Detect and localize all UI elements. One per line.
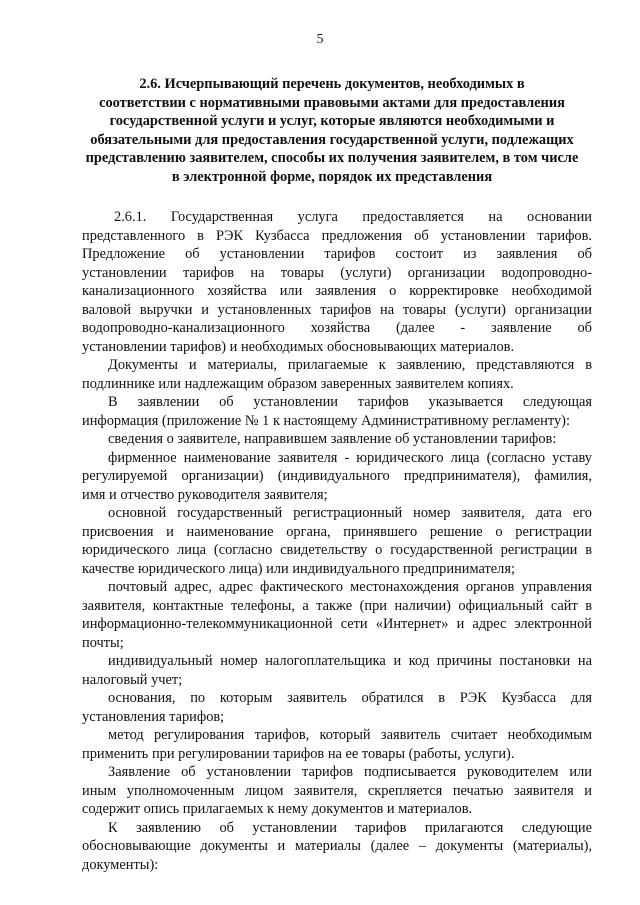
body-text-line: В заявлении об установлении тарифов указывается следующая: [108, 394, 592, 410]
body-text-line: основания, по которым заявитель обратился в РЭК Кузбасса для: [108, 690, 592, 706]
body-text-line: налоговый учет;: [82, 671, 183, 688]
body-text-line: Заявление об установлении тарифов подписывается руководителем или: [108, 764, 592, 780]
body-text-line: фирменное наименование заявителя - юридического лица (согласно уставу: [108, 449, 592, 466]
body-text-line: информационно-телекоммуникационной сети «Интернет» и адрес электронной: [82, 616, 592, 632]
body-text-line: юридического лица (согласно свидетельству о государственной регистрации в: [82, 542, 592, 558]
body-text-line: подлиннике или надлежащим образом заверенных заявителем копиях.: [82, 375, 514, 392]
body-text-line: заявителя, контактные телефоны, а также (при наличии) официальный сайт в: [82, 597, 592, 614]
body-text-line: основной государственный регистрационный номер заявителя, дата его: [108, 505, 592, 521]
body-text-line: К заявлению об установлении тарифов прилагаются следующие: [108, 819, 592, 836]
body-text-line: Документы и материалы, прилагаемые к заявлению, представляются в: [108, 357, 592, 373]
body-text-line: валовой выручки и установленных тарифов на товары (услуги) организации: [82, 301, 592, 318]
body-text-line: водопроводно-канализационного хозяйства (далее - заявление об: [82, 320, 592, 336]
body-text-line: документы):: [82, 856, 159, 873]
section-title-line: в электронной форме, порядок их представления: [171, 168, 493, 185]
page-number: 5: [316, 32, 324, 47]
body-text-line: присвоения и наименование органа, принявшего решение о регистрации: [82, 523, 592, 540]
body-text-line: качестве юридического лица) или индивидуального предпринимателя;: [82, 560, 515, 577]
section-title-line: представлению заявителем, способы их получения заявителем, в том числе: [85, 150, 579, 166]
body-text-line: индивидуальный номер налогоплательщика и код причины постановки на: [108, 653, 592, 669]
document-body: [82, 208, 592, 874]
body-text-line: почты;: [82, 634, 124, 651]
body-text-line: сведения о заявителе, направившем заявление об установлении тарифов:: [108, 431, 557, 447]
body-text-line: установления тарифов;: [82, 708, 225, 725]
section-title-line: обязательными для предоставления государственной услуги, подлежащих: [90, 131, 574, 148]
body-text-line: метод регулирования тарифов, который заявитель считает необходимым: [108, 727, 592, 743]
body-text-line: регулируемой организации) (индивидуального предпринимателя), фамилия,: [82, 468, 592, 484]
body-text-line: 2.6.1. Государственная услуга предоставляется на основании: [114, 209, 592, 225]
section-title: [82, 75, 582, 186]
section-title-line: соответствии с нормативными правовыми актами для предоставления: [99, 94, 565, 111]
body-text-line: информация (приложение № 1 к настоящему Административному регламенту):: [82, 412, 570, 429]
body-text-line: почтовый адрес, адрес фактического местонахождения органов управления: [108, 579, 592, 595]
body-text-line: установлении тарифов) и необходимых обосновывающих материалов.: [82, 338, 515, 355]
body-text-line: установлении тарифов на товары (услуги) организации водопроводно-: [82, 264, 592, 281]
body-text-line: обосновывающие документы и материалы (далее – документы (материалы),: [82, 838, 592, 854]
section-title-line: государственной услуги и услуг, которые являются необходимыми и: [109, 113, 555, 129]
body-text-line: Предложение об установлении тарифов состоит из заявления об: [82, 246, 592, 262]
section-title-line: 2.6. Исчерпывающий перечень документов, необходимых в: [139, 76, 525, 92]
body-text-line: имя и отчество руководителя заявителя;: [82, 486, 328, 503]
body-text-line: содержит опись прилагаемых к нему документов и материалов.: [82, 801, 473, 817]
body-text-line: иным уполномоченным лицом заявителя, скрепляется печатью заявителя и: [82, 782, 592, 799]
body-text-line: представленного в РЭК Кузбасса предложения об установлении тарифов.: [82, 227, 592, 244]
body-text-line: применить при регулировании тарифов на ее товары (работы, услуги).: [82, 745, 515, 762]
body-text-line: канализационного хозяйства или заявления о корректировке необходимой: [82, 283, 592, 299]
